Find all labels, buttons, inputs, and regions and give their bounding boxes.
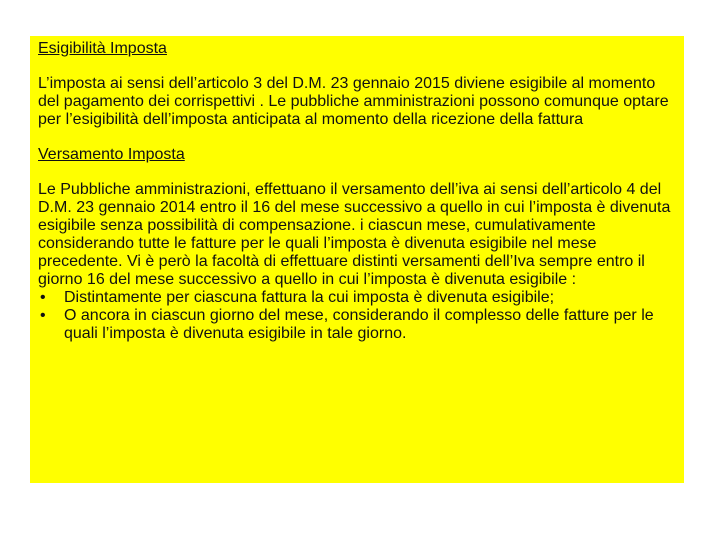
heading-versamento-imposta: Versamento Imposta: [38, 146, 185, 163]
bullet-text: Distintamente per ciascuna fattura la cui imposta è divenuta esigibile;: [64, 289, 555, 306]
bullet-text: O ancora in ciascun giorno del mese, considerando il complesso delle fatture per le quali l’imposta è divenuta esigibile in tale giorno.: [64, 307, 654, 342]
bullet-item: [38, 289, 676, 307]
bullet-list: [38, 289, 676, 343]
bullet-dot-icon: •: [40, 289, 46, 306]
paragraph-esigibilita: L’imposta ai sensi dell’articolo 3 del D.M. 23 gennaio 2015 diviene esigibile al momento del pagamento dei corrispettivi . Le pubbliche amministrazioni possono comunque optare per l’esigibilità dell’imposta anticipata al momento della ricezione della fattura: [38, 75, 669, 128]
yellow-text-box: [30, 36, 684, 483]
paragraph-versamento: Le Pubbliche amministrazioni, effettuano il versamento dell’iva ai sensi dell’articolo 4 del D.M. 23 gennaio 2014 entro il 16 del mese successivo a quello in cui l’imposta è divenuta esigibile senza possibilità di compensazione. i ciascun mese, cumulativamente considerando tutte le fatture per le quali l’imposta è divenuta esigibile nel mese precedente. Vi è però la facoltà di effettuare distinti versamenti dell’Iva sempre entro il giorno 16 del mese successivo a quello in cui l’imposta è divenuta esigibile :: [38, 181, 671, 288]
bullet-dot-icon: •: [40, 307, 46, 324]
bullet-item: [38, 307, 676, 343]
heading-esigibilita-imposta: Esigibilità Imposta: [38, 40, 167, 57]
